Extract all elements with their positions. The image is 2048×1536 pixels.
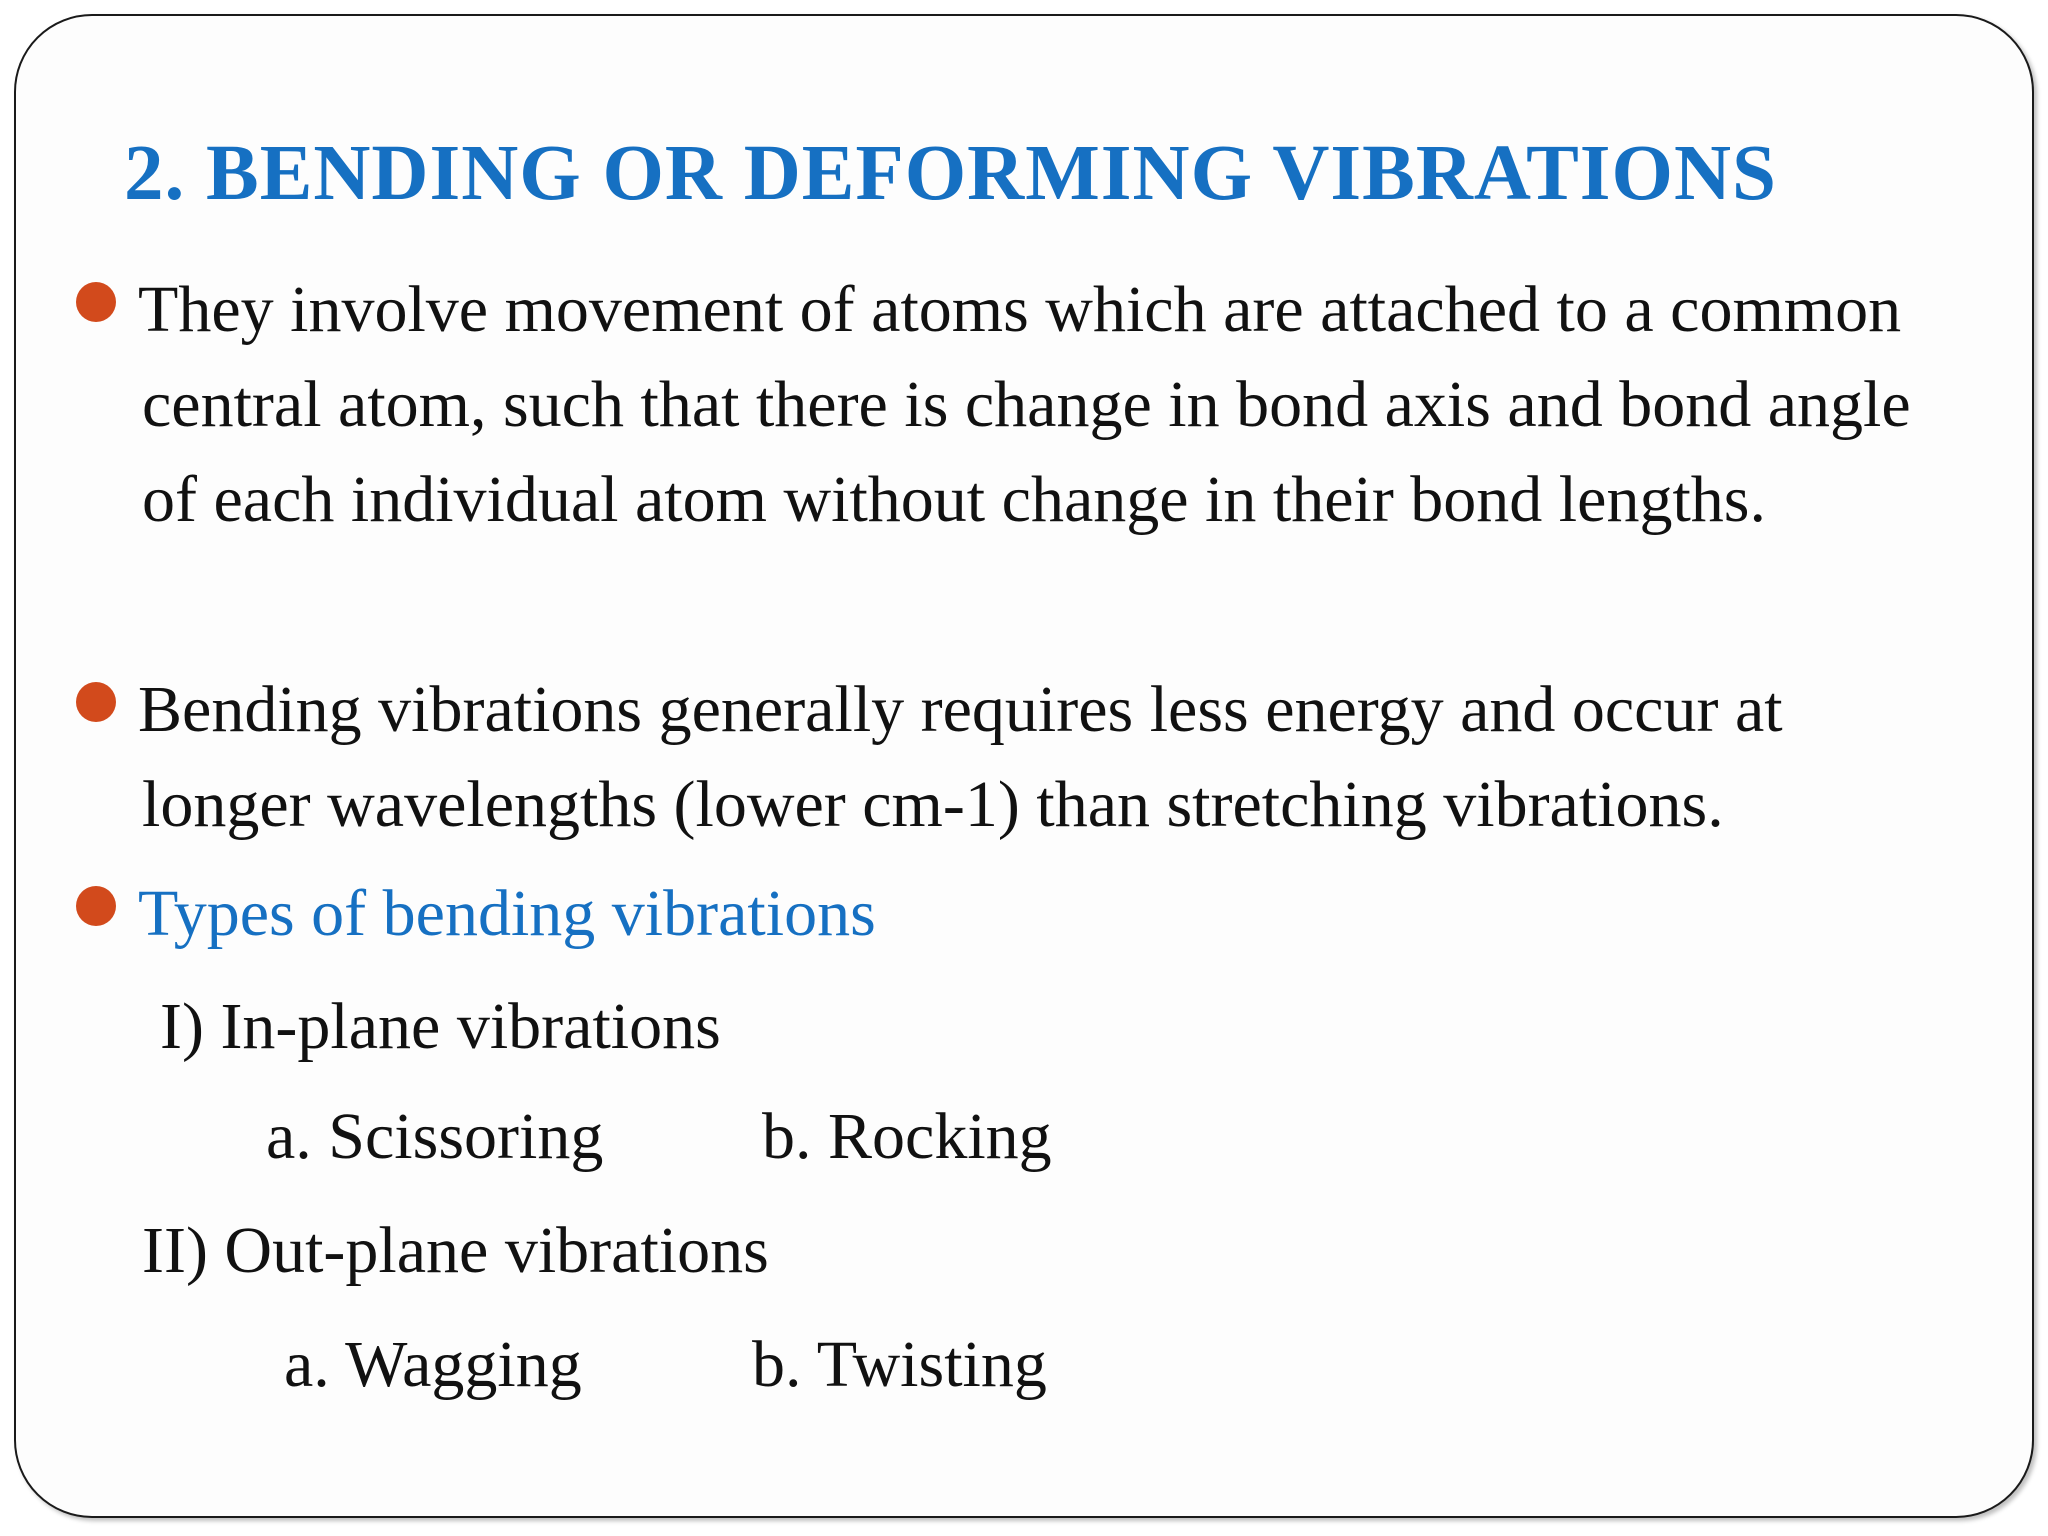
in-plane-item-rocking: b. Rocking <box>762 1100 1052 1173</box>
bullet-item-types <box>130 866 1960 961</box>
slide-title: 2. BENDING OR DEFORMING VIBRATIONS <box>124 130 1777 217</box>
bullet-text: They involve movement of atoms which are attached to a common central atom, such that there is change in bond axis and bond angle of each individual atom without change in their bond lengths. <box>138 273 1911 536</box>
bullet-text-highlight: Types of bending vibrations <box>138 877 876 950</box>
in-plane-heading: I) In-plane vibrations <box>160 990 721 1063</box>
out-plane-item-twisting: b. Twisting <box>752 1328 1047 1401</box>
bullet-dot-icon <box>76 282 116 322</box>
bullet-dot-icon <box>76 682 116 722</box>
bullet-dot-icon <box>76 886 116 926</box>
in-plane-item-scissoring: a. Scissoring <box>266 1100 604 1173</box>
out-plane-item-wagging: a. Wagging <box>284 1328 582 1401</box>
bullet-item-energy <box>130 662 1960 852</box>
bullet-text: Bending vibrations generally requires less energy and occur at longer wavelengths (lower cm-1) than stretching vibrations. <box>138 673 1783 841</box>
out-plane-heading: II) Out-plane vibrations <box>142 1214 769 1287</box>
bullet-item-definition <box>130 262 1960 547</box>
